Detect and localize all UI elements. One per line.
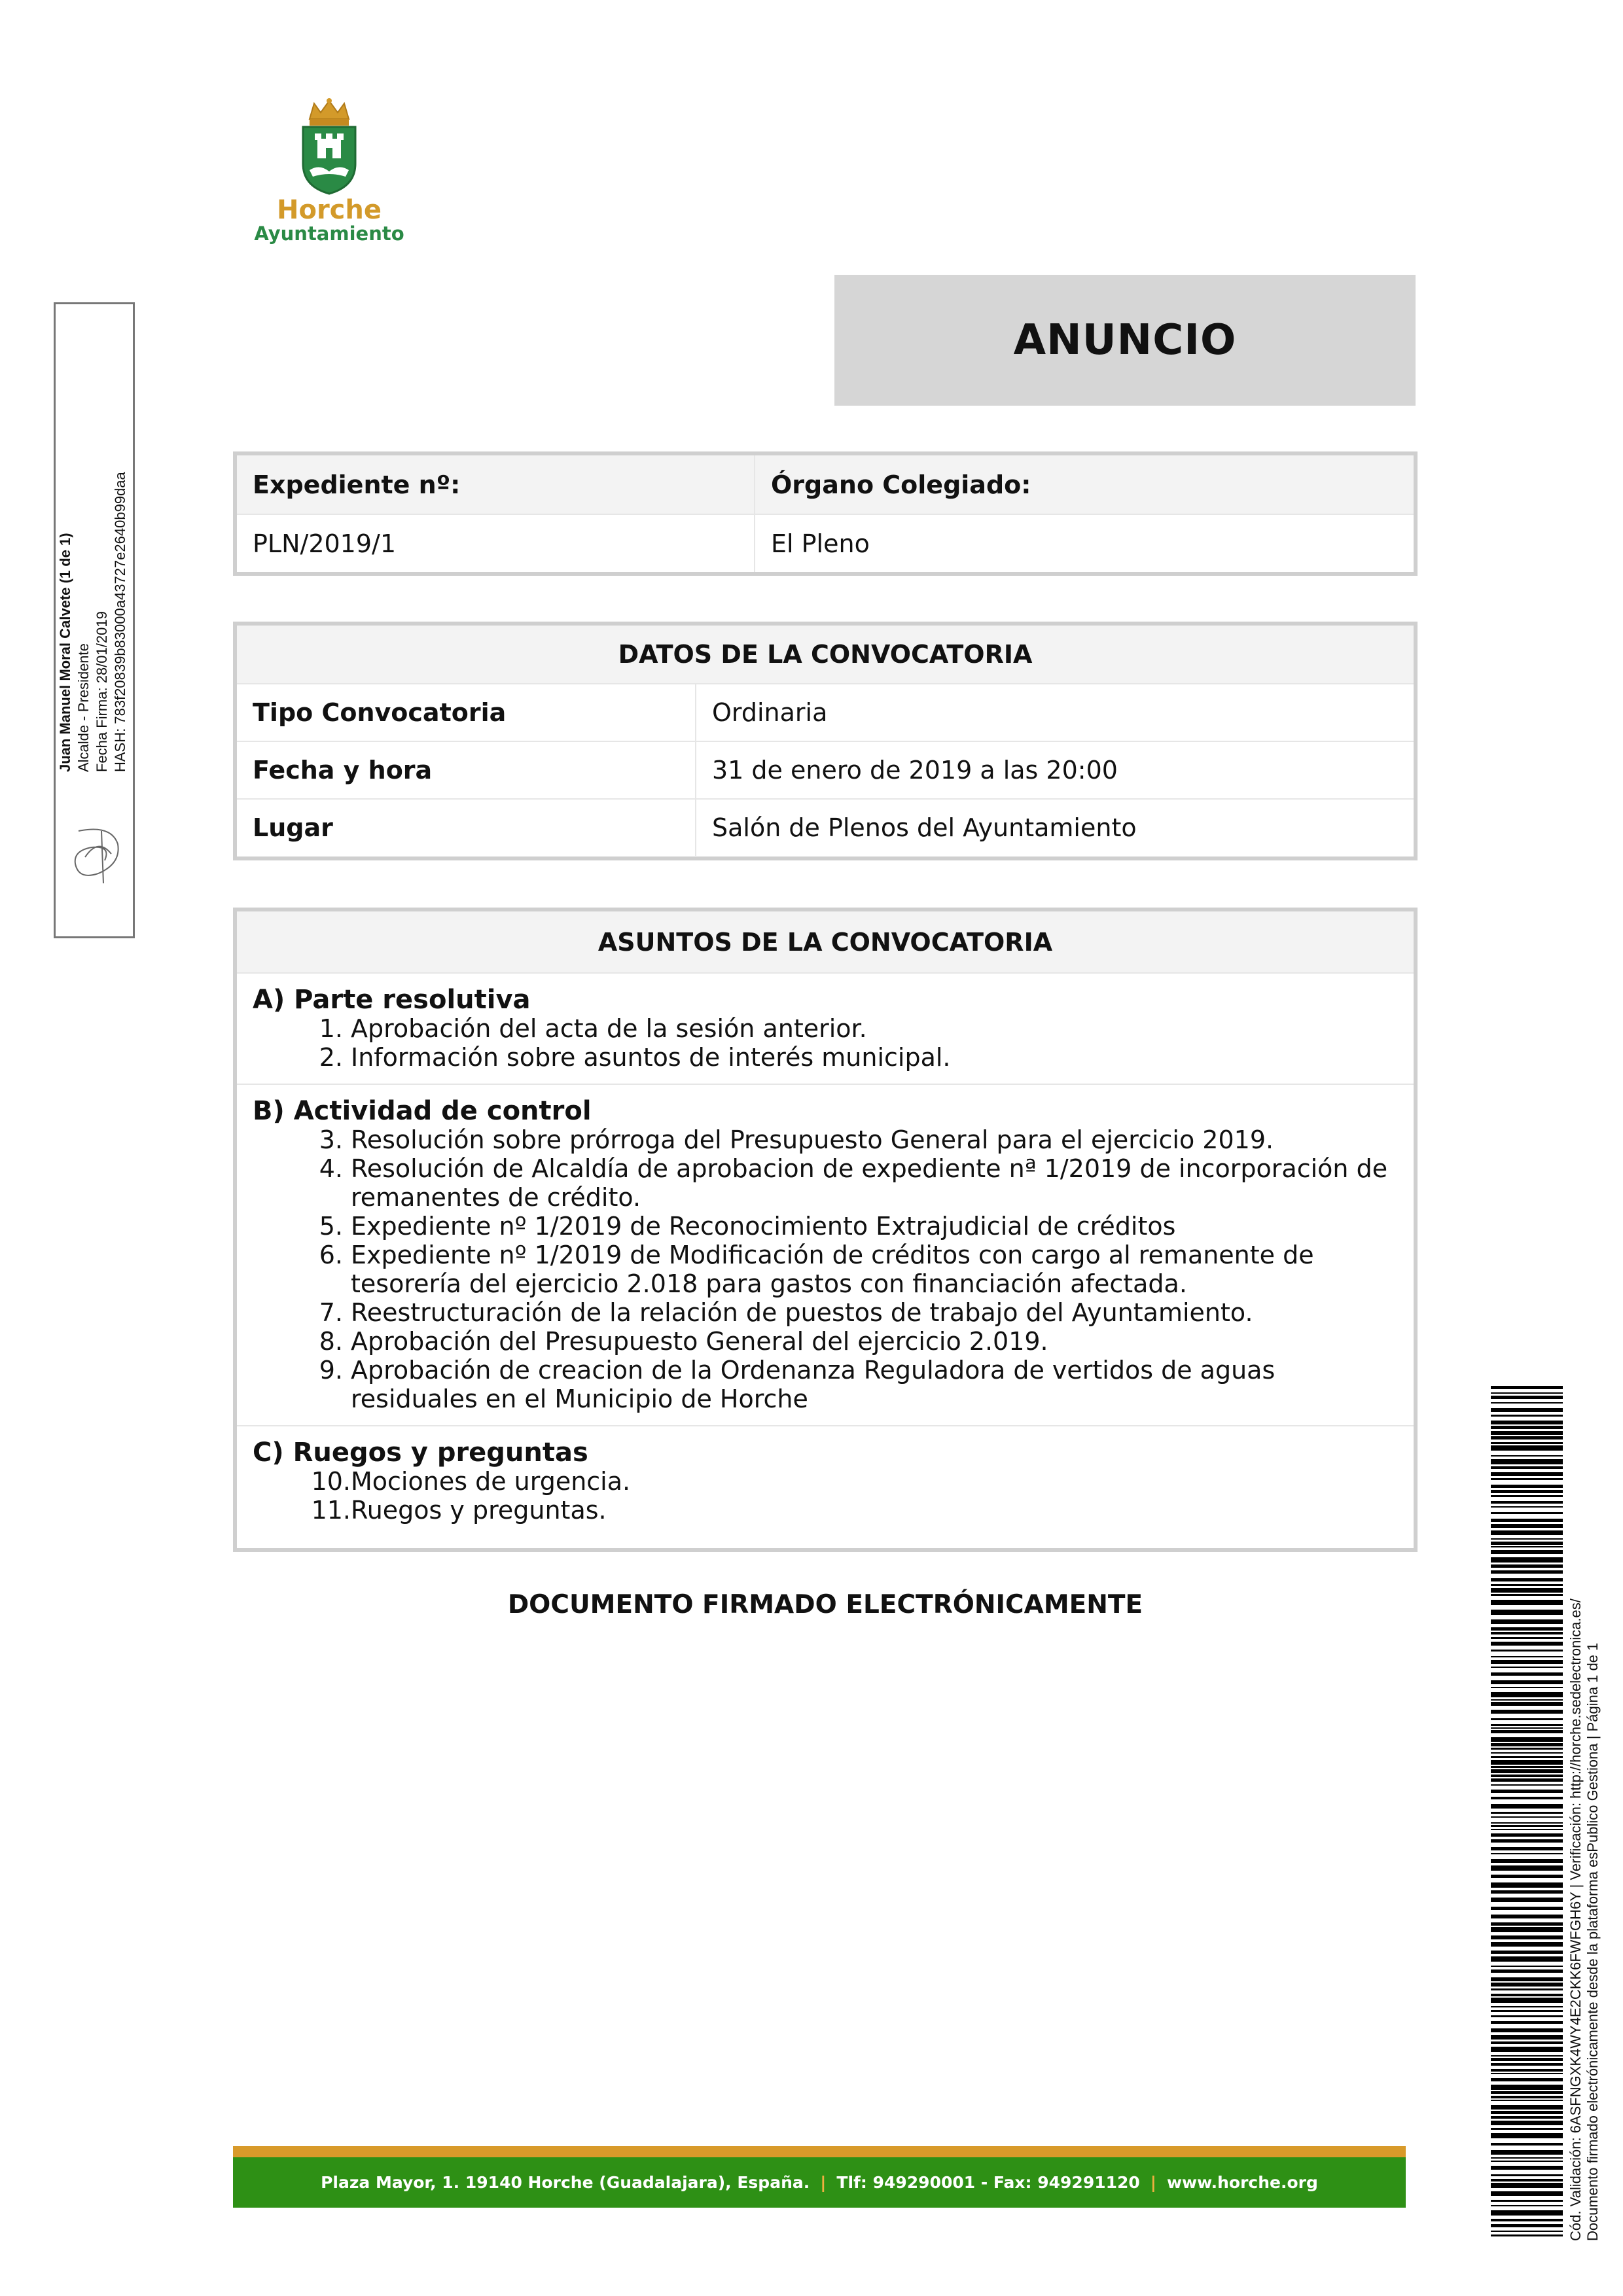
item-number: 2. [319,1043,343,1072]
list-item [253,1014,1414,1043]
signature-date: Fecha Firma: 28/01/2019 [94,611,110,772]
item-text: Ruegos y preguntas. [351,1496,607,1525]
asuntos-heading: ASUNTOS DE LA CONVOCATORIA [597,927,1053,957]
footer-web: www.horche.org [1166,2173,1318,2192]
datos-convocatoria-table [233,622,1418,860]
section-parte-resolutiva [237,972,1414,1084]
item-number: 4. [319,1154,343,1183]
signed-electronically-note: DOCUMENTO FIRMADO ELECTRÓNICAMENTE [507,1590,1143,1619]
list-item [253,1356,1414,1413]
item-number: 9. [319,1356,343,1385]
footer-phone: Tlf: 949290001 - Fax: 949291120 [836,2173,1140,2192]
item-text: Resolución de Alcaldía de aprobacion de expediente nª 1/2019 de incorporación de [351,1154,1388,1183]
table-row [237,683,1414,741]
list-item [253,1496,1414,1525]
horche-logo [247,98,411,249]
footer-address: Plaza Mayor, 1. 19140 Horche (Guadalajara), España. [321,2173,810,2192]
validation-platform: Documento firmado electrónicamente desde la plataforma esPublico Gestiona | Página 1 de 1 [1584,1642,1601,2241]
item-number: 3. [319,1125,343,1154]
table-row [237,741,1414,798]
item-text: Reestructuración de la relación de puestos de trabajo del Ayuntamiento. [351,1298,1253,1327]
datos-value: Salón de Plenos del Ayuntamiento [695,800,1414,856]
organo-label: Órgano Colegiado: [754,455,1414,514]
item-text: Mociones de urgencia. [351,1467,631,1496]
signature-hash: HASH: 783f20839b83000a43727e2640b99daa [112,472,128,772]
list-item [253,1298,1414,1327]
list-item [253,1467,1414,1496]
datos-label: Tipo Convocatoria [253,698,507,727]
expediente-table [233,451,1418,576]
expediente-label: Expediente nº: [253,470,461,499]
section-ruegos-preguntas [237,1425,1414,1536]
item-text: tesorería del ejercicio 2.018 para gastos con financiación afectada. [351,1269,1187,1298]
expediente-header-row [237,455,1414,514]
asuntos-convocatoria-table [233,908,1418,1552]
organo-value: El Pleno [754,515,1414,572]
document-title: ANUNCIO [834,275,1416,406]
datos-header-row [237,626,1414,683]
item-text: Aprobación del acta de la sesión anterior. [351,1014,867,1043]
item-text: Aprobación de creacion de la Ordenanza Reguladora de vertidos de aguas [351,1356,1275,1385]
expediente-value-row [237,514,1414,572]
item-number: 11. [311,1496,351,1525]
handwritten-signature-icon [65,818,128,890]
section-title: B) Actividad de control [253,1096,592,1126]
validation-code: Cód. Validación: 6ASFNGXK4WY4E2CKK6FWFGH6Y | Verificación: http://horche.sedelectronica.es/ [1567,1598,1584,2241]
list-item [253,1125,1414,1154]
datos-heading: DATOS DE LA CONVOCATORIA [618,640,1033,669]
signer-name: Juan Manuel Moral Calvete (1 de 1) [57,533,73,772]
section-actividad-control [237,1084,1414,1425]
section-title: A) Parte resolutiva [253,985,531,1015]
logo-subtitle: Ayuntamiento [254,222,404,245]
expediente-value: PLN/2019/1 [253,529,397,558]
item-text: Aprobación del Presupuesto General del ejercicio 2.019. [351,1327,1048,1356]
item-number: 6. [319,1241,343,1269]
logo-name: Horche [277,195,382,225]
validation-text [1567,1390,1607,2241]
footer-separator: | [820,2173,827,2192]
footer-stripe [233,2146,1406,2157]
section-title: C) Ruegos y preguntas [253,1438,588,1468]
signature-stamp-text [56,425,135,772]
list-item [253,1327,1414,1356]
item-number: 8. [319,1327,343,1356]
footer-separator: | [1150,2173,1156,2192]
item-number: 10. [311,1467,351,1496]
datos-value: 31 de enero de 2019 a las 20:00 [695,742,1414,798]
list-item [253,1043,1414,1072]
item-text: Expediente nº 1/2019 de Reconocimiento Extrajudicial de créditos [351,1212,1176,1241]
item-text: Expediente nº 1/2019 de Modificación de créditos con cargo al remanente de [351,1241,1314,1269]
list-item [253,1154,1414,1212]
datos-value: Ordinaria [695,684,1414,741]
item-number: 7. [319,1298,343,1327]
item-number: 1. [319,1014,343,1043]
datos-label: Fecha y hora [253,756,433,785]
item-text: Resolución sobre prórroga del Presupuesto General para el ejercicio 2019. [351,1125,1274,1154]
footer-bar [233,2157,1406,2208]
item-text: remanentes de crédito. [351,1183,641,1212]
item-text: residuales en el Municipio de Horche [351,1385,808,1413]
item-number: 5. [319,1212,343,1241]
list-item [253,1241,1414,1298]
coat-of-arms-icon [247,98,411,196]
signer-role: Alcalde - Presidente [75,643,92,772]
list-item [253,1212,1414,1241]
asuntos-header-row [237,911,1414,972]
item-text: Información sobre asuntos de interés municipal. [351,1043,951,1072]
table-row [237,798,1414,856]
barcode-icon [1491,1386,1563,2236]
datos-label: Lugar [253,813,333,842]
